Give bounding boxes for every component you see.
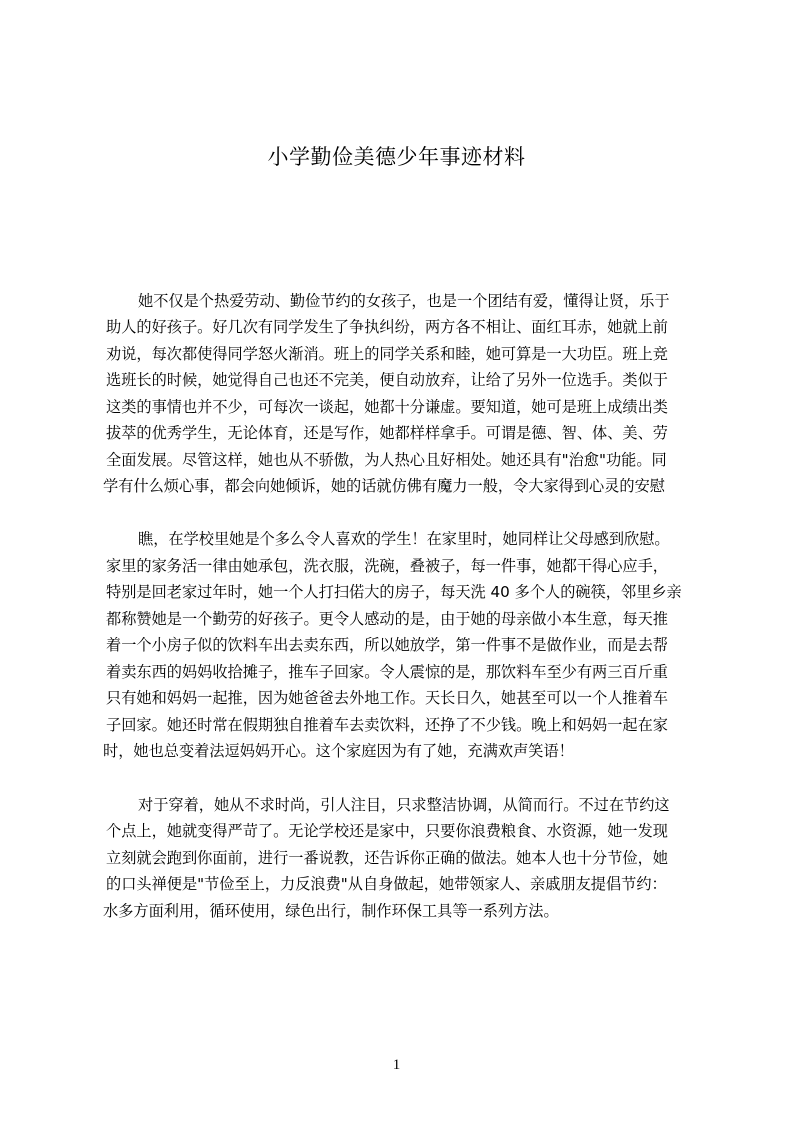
paragraph-2-line-6: 着卖东西的妈妈收拾摊子，推车子回家。令人震惊的是，那饮料车至少有两三百斤重 [106,663,668,681]
paragraph-3-line-4: 的口头禅便是"节俭至上，力反浪费"从自身做起，她带领家人、亲戚朋友提倡节约： [106,875,667,893]
paragraph-3-line-3: 立刻就会跑到你面前，进行一番说教，还告诉你正确的做法。她本人也十分节俭，她 [106,849,668,867]
paragraph-1-line-3: 劝说，每次都使得同学怒火渐消。班上的同学关系和睦，她可算是一大功臣。班上竞 [106,345,668,363]
paragraph-2-line-3: 特别是回老家过年时，她一个人打扫偌大的房子，每天洗 40 多个人的碗筷，邻里乡亲 [106,583,682,601]
paragraph-2-line-4: 都称赞她是一个勤劳的好孩子。更令人感动的是，由于她的母亲做小本生意，每天推 [106,610,668,628]
document-title: 小学勤俭美德少年事迹材料 [267,145,526,169]
paragraph-1-line-4: 选班长的时候，她觉得自己也还不完美，便自动放弃，让给了另外一位选手。类似于 [106,371,668,389]
paragraph-1-line-6: 拔萃的优秀学生，无论体育，还是写作，她都样样拿手。可谓是德、智、体、美、劳 [106,424,668,442]
paragraph-3-line-5: 水多方面利用，循环使用，绿色出行，制作环保工具等一系列方法。 [103,902,559,920]
paragraph-2-line-7: 只有她和妈妈一起推，因为她爸爸去外地工作。天长日久，她甚至可以一个人推着车 [106,689,668,707]
paragraph-2-line-1: 瞧，在学校里她是个多么令人喜欢的学生！在家里时，她同样让父母感到欣慰。 [138,530,670,548]
paragraph-2-line-5: 着一个小房子似的饮料车出去卖东西，所以她放学，第一件事不是做作业，而是去帮 [106,636,668,654]
paragraph-2-line-9: 时，她也总变着法逗妈妈开心。这个家庭因为有了她，充满欢声笑语！ [103,742,574,760]
paragraph-1-line-7: 全面发展。尽管这样，她也从不骄傲，为人热心且好相处。她还具有"治愈"功能。同 [106,451,667,469]
paragraph-1-line-1: 她不仅是个热爱劳动、勤俭节约的女孩子，也是一个团结有爱，懂得让贤，乐于 [138,292,670,310]
paragraph-1-line-2: 助人的好孩子。好几次有同学发生了争执纠纷，两方各不相让、面红耳赤，她就上前 [106,318,668,336]
paragraph-1-line-8: 学有什么烦心事，都会向她倾诉，她的话就仿佛有魔力一般，令大家得到心灵的安慰 [103,477,665,495]
page-number: 1 [392,1057,401,1073]
paragraph-2-line-8: 子回家。她还时常在假期独自推着车去卖饮料，还挣了不少钱。晚上和妈妈一起在家 [106,716,668,734]
paragraph-1-line-5: 这类的事情也并不少，可每次一谈起，她都十分谦虚。要知道，她可是班上成绩出类 [106,398,668,416]
paragraph-3-line-1: 对于穿着，她从不求时尚，引人注目，只求整洁协调，从简而行。不过在节约这 [138,796,670,814]
paragraph-2-line-2: 家里的家务活一律由她承包，洗衣服，洗碗，叠被子，每一件事，她都干得心应手， [106,557,668,575]
paragraph-3-line-2: 个点上，她就变得严苛了。无论学校还是家中，只要你浪费粮食、水资源，她一发现 [106,822,668,840]
